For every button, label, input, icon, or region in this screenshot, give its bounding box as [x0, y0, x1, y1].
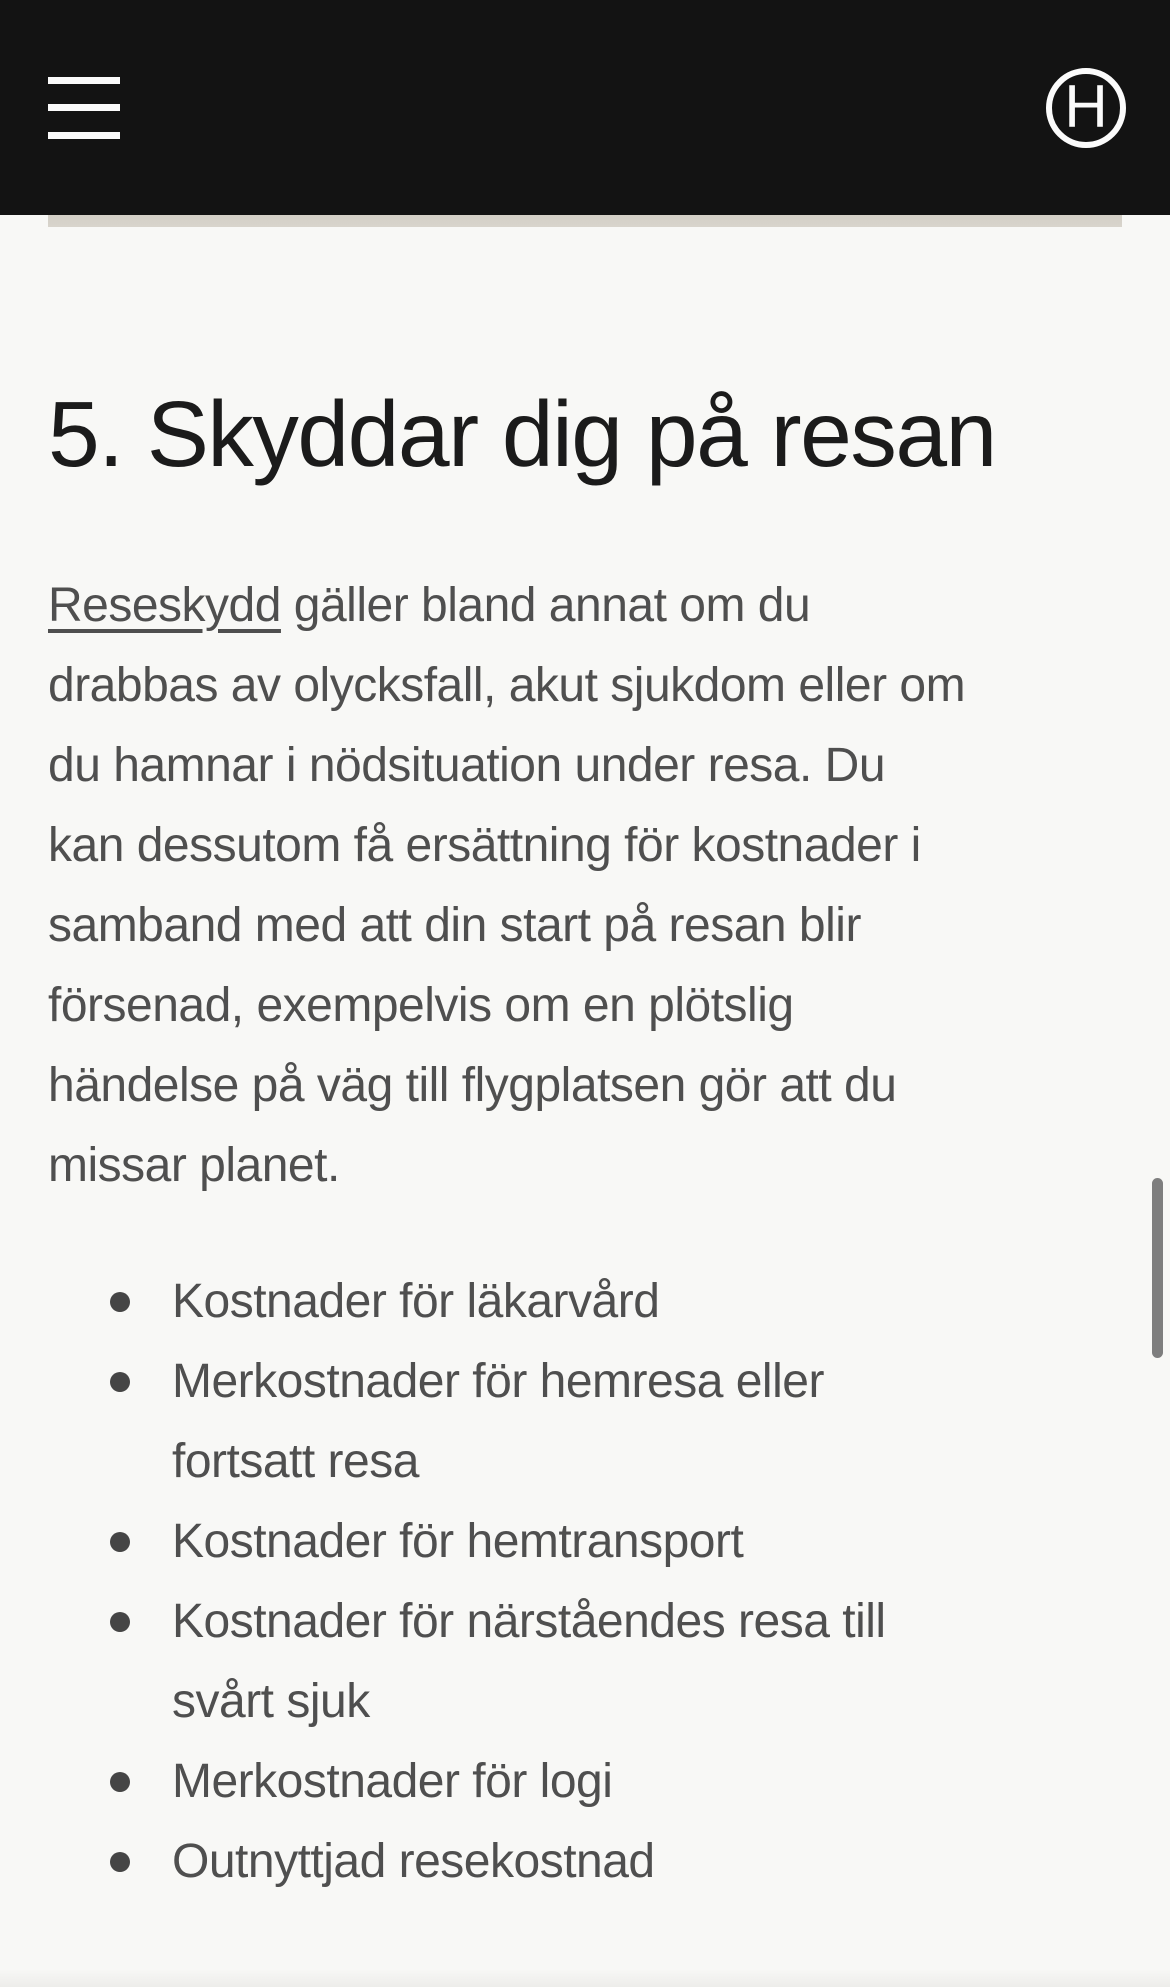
paragraph-line: du hamnar i nödsituation under resa. Du — [48, 739, 886, 792]
list-item: Kostnader för närståendes resa till svårt sjuk — [48, 1582, 1122, 1742]
paragraph-line: missar planet. — [48, 1139, 340, 1192]
intro-paragraph — [48, 566, 1122, 1206]
hamburger-menu-icon — [48, 77, 120, 84]
scrollbar-thumb[interactable] — [1152, 1178, 1163, 1358]
paragraph-line: drabbas av olycksfall, akut sjukdom eller om — [48, 659, 966, 712]
app-header — [0, 0, 1170, 215]
paragraph-line: samband med att din start på resan blir — [48, 899, 861, 952]
paragraph-text: gäller bland annat om du — [280, 579, 811, 632]
circled-h-logo-icon — [1046, 68, 1126, 148]
paragraph-line: kan dessutom få ersättning för kostnader i — [48, 819, 921, 872]
list-item: Merkostnader för hemresa eller fortsatt resa — [48, 1342, 1122, 1502]
hero-image-bottom-edge — [48, 215, 1122, 227]
logo-button[interactable] — [1046, 68, 1126, 148]
list-item: Kostnader för läkarvård — [48, 1262, 1122, 1342]
logo-letter: H — [1064, 72, 1108, 140]
paragraph-line: händelse på väg till flygplatsen gör att du — [48, 1059, 897, 1112]
list-item: Kostnader för hemtransport — [48, 1502, 1122, 1582]
paragraph-line — [48, 566, 1122, 646]
page-title: 5. Skyddar dig på resan — [48, 382, 996, 486]
menu-button[interactable] — [48, 77, 120, 139]
next-section-shadow — [0, 1969, 1170, 1987]
coverage-bullet-list — [48, 1262, 1122, 1902]
paragraph-line: försenad, exempelvis om en plötslig — [48, 979, 794, 1032]
list-item: Merkostnader för logi — [48, 1742, 1122, 1822]
list-item: Outnyttjad resekostnad — [48, 1822, 1122, 1902]
reseskydd-link[interactable]: Reseskydd — [48, 579, 281, 632]
article-content — [0, 382, 1170, 1902]
